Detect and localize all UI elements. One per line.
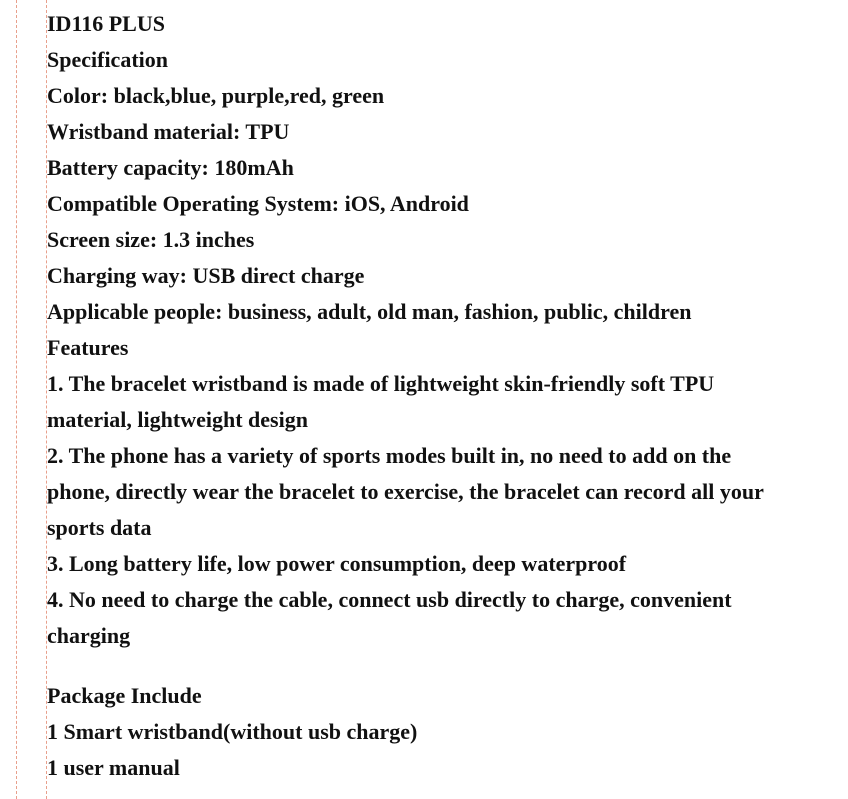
feature-line: 3. Long battery life, low power consumption, deep waterproof: [47, 551, 627, 576]
spec-screen-size: Screen size: 1.3 inches: [47, 227, 255, 252]
feature-line: 1. The bracelet wristband is made of lightweight skin-friendly soft TPU: [47, 371, 715, 396]
package-item: 1 user manual: [47, 755, 180, 780]
spec-battery-capacity: Battery capacity: 180mAh: [47, 155, 294, 180]
feature-line: charging: [47, 623, 131, 648]
spec-color: Color: black,blue, purple,red, green: [47, 83, 385, 108]
feature-line: material, lightweight design: [47, 407, 308, 432]
features-heading: Features: [47, 335, 129, 360]
package-heading: Package Include: [47, 683, 202, 708]
product-title: ID116 PLUS: [47, 11, 165, 36]
margin-guide-left: [16, 0, 17, 799]
spec-applicable-people: Applicable people: business, adult, old man, fashion, public, children: [47, 299, 692, 324]
feature-line: 2. The phone has a variety of sports modes built in, no need to add on the: [47, 443, 732, 468]
document-body: [47, 6, 842, 786]
package-item: 1 Smart wristband(without usb charge): [47, 719, 418, 744]
spec-compatible-os: Compatible Operating System: iOS, Android: [47, 191, 469, 216]
feature-line: sports data: [47, 515, 152, 540]
spec-charging-way: Charging way: USB direct charge: [47, 263, 365, 288]
specification-heading: Specification: [47, 47, 168, 72]
feature-line: 4. No need to charge the cable, connect usb directly to charge, convenient: [47, 587, 732, 612]
feature-line: phone, directly wear the bracelet to exercise, the bracelet can record all your: [47, 479, 764, 504]
section-spacer: [47, 654, 842, 678]
spec-wristband-material: Wristband material: TPU: [47, 119, 290, 144]
